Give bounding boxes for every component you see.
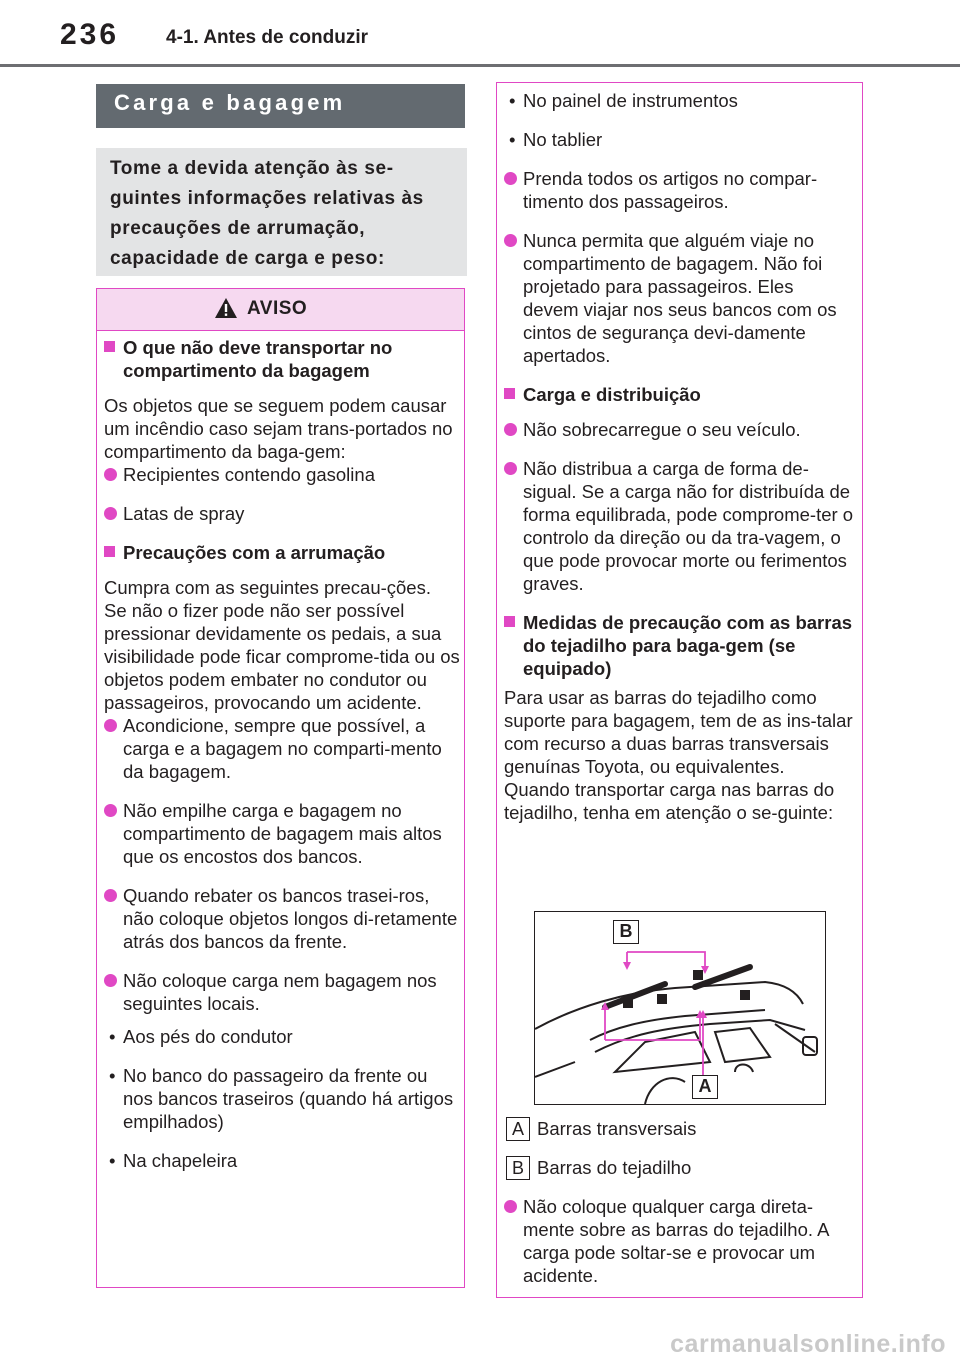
legend-key: A xyxy=(506,1117,530,1141)
list-item: Recipientes contendo gasolina xyxy=(104,463,460,486)
warning-triangle-icon xyxy=(214,297,238,319)
sub-list-item: • No banco do passageiro da frente ou nos bancos traseiros (quando há artigos empilhados) xyxy=(109,1065,454,1132)
list-item: Nunca permita que alguém viaje no compartimento de bagagem. Não foi projetado para passageiros. Eles devem viajar nos seus bancos com os cintos de segurança devi-damente apertados. xyxy=(504,229,854,367)
square-bullet-icon xyxy=(104,341,115,352)
list-item: Acondicione, sempre que possível, a carga e a bagagem no comparti-mento da bagagem. xyxy=(104,714,460,783)
list-item: Quando rebater os bancos trasei-ros, não coloque objetos longos di-retamente atrás dos bancos da frente. xyxy=(104,884,460,953)
page-number: 236 xyxy=(60,18,120,51)
list-item: Latas de spray xyxy=(104,502,460,525)
round-bullet-icon xyxy=(104,507,117,520)
sub-list-item: • Na chapeleira xyxy=(109,1150,238,1171)
legend-text: Barras do tejadilho xyxy=(537,1157,692,1178)
round-bullet-icon xyxy=(104,889,117,902)
figure-label-a: A xyxy=(692,1075,718,1099)
intro-text: Tome a devida atenção às se-guintes informações relativas às precauções de arrumação, capacidade de carga e peso: xyxy=(110,158,424,269)
sub-list-item: • No painel de instrumentos xyxy=(509,90,738,111)
legend-key: B xyxy=(506,1156,530,1180)
round-bullet-icon xyxy=(504,462,517,475)
roof-bars-illustration xyxy=(534,911,826,1105)
header-divider xyxy=(0,64,960,67)
final-item-block xyxy=(504,1195,854,1303)
square-bullet-icon xyxy=(504,388,515,399)
sub-list-item: • No tablier xyxy=(509,129,603,150)
warning-label: AVISO xyxy=(247,298,308,319)
list-item: Não empilhe carga e bagagem no compartimento de bagagem mais altos que os encostos dos bancos. xyxy=(104,799,460,868)
warning-text-1: Os objetos que se seguem podem causar um incêndio caso sejam trans-portados no compartimento da baga-gem: xyxy=(104,395,453,462)
warning-text-2a: Cumpra com as seguintes precau-ções. xyxy=(104,577,431,598)
page-header xyxy=(0,0,960,66)
round-bullet-icon xyxy=(104,468,117,481)
topic-title-bar xyxy=(96,84,465,128)
car-roof-drawing xyxy=(535,912,825,1104)
topic-title: Carga e bagagem xyxy=(114,90,346,115)
roof-heading: Medidas de precaução com as barras do tejadilho para baga-gem (se equipado) xyxy=(504,611,854,680)
round-bullet-icon xyxy=(504,234,517,247)
warning-header xyxy=(97,289,464,331)
round-bullet-icon xyxy=(104,974,117,987)
list-item: Não coloque carga nem bagagem nos seguintes locais. xyxy=(104,969,460,1015)
list-item: Prenda todos os artigos no compar-timento dos passageiros. xyxy=(504,167,854,213)
legend-text: Barras transversais xyxy=(537,1118,697,1139)
intro-box xyxy=(96,148,467,276)
round-bullet-icon xyxy=(504,1200,517,1213)
list-item: Não distribua a carga de forma de-sigual. Se a carga não for distribuída de forma equilibrada, pode comprome-ter o controlo da direção ou da tra-vagem, o que pode provocar morte ou ferimentos graves. xyxy=(504,457,854,595)
warning-heading-2: Precauções com a arrumação xyxy=(104,541,460,564)
warning-content xyxy=(104,336,460,1188)
square-bullet-icon xyxy=(104,546,115,557)
round-bullet-icon xyxy=(504,423,517,436)
watermark-footer: carmanualsonline.info xyxy=(670,1330,946,1358)
right-column-content xyxy=(504,89,854,824)
roof-text-2: Quando transportar carga nas barras do tejadilho, tenha em atenção o se-guinte: xyxy=(504,779,835,823)
roof-text-1: Para usar as barras do tejadilho como suporte para bagagem, tem de as ins-talar com recurso a duas barras transversais genuínas Toyota, ou equivalentes. xyxy=(504,687,853,777)
section-title: 4-1. Antes de conduzir xyxy=(166,27,368,48)
load-heading: Carga e distribuição xyxy=(504,383,854,406)
warning-text-2b: Se não o fizer pode não ser possível pressionar devidamente os pedais, a sua visibilidade pode ficar comprome-tida ou os objetos podem embater no condutor ou passageiros, provocando um acidente. xyxy=(104,600,460,713)
round-bullet-icon xyxy=(104,719,117,732)
list-item: Não coloque qualquer carga direta-mente sobre as barras do tejadilho. A carga pode soltar-se e provocar um acidente. xyxy=(504,1195,854,1287)
figure-label-b: B xyxy=(613,920,639,944)
round-bullet-icon xyxy=(104,804,117,817)
list-item: Não sobrecarregue o seu veículo. xyxy=(504,418,854,441)
warning-heading-1: O que não deve transportar no compartimento da bagagem xyxy=(104,336,460,382)
round-bullet-icon xyxy=(504,172,517,185)
sub-list-item: • Aos pés do condutor xyxy=(109,1026,293,1047)
square-bullet-icon xyxy=(504,616,515,627)
